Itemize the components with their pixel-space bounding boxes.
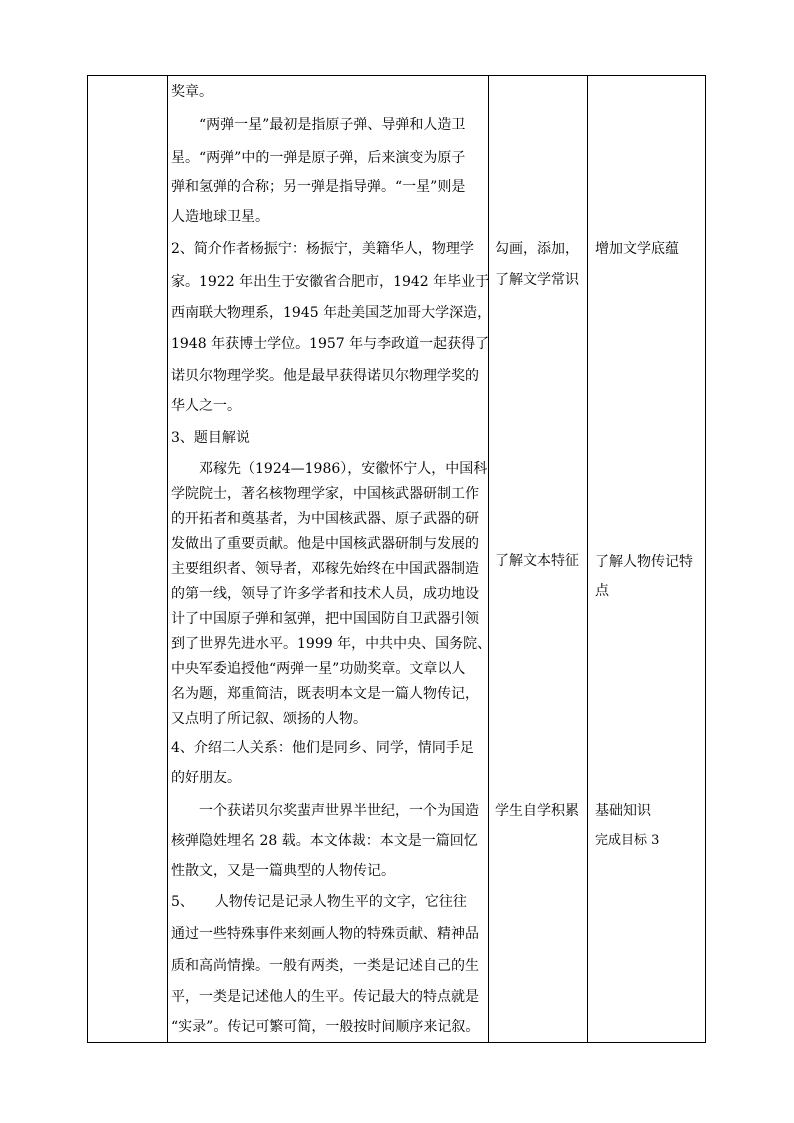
content-line: 计了中国原子弹和氢弹，把中国国防自卫武器引领 — [171, 611, 479, 627]
content-line: 发做出了重要贡献。他是中国核武器研制与发展的 — [171, 536, 479, 552]
content-line: 邓稼先（1924—1986），安徽怀宁人，中国科 — [171, 461, 488, 477]
content-line: 1948 年获博士学位。1957 年与李政道一起获得了 — [171, 336, 490, 352]
activity-note: 勾画，添加， — [495, 241, 579, 257]
content-line: 一个获诺贝尔奖蜚声世界半世纪，一个为国造 — [171, 803, 479, 819]
column-divider — [587, 76, 588, 1042]
column-divider — [167, 76, 168, 1042]
content-line: 性散文，又是一篇典型的人物传记。 — [171, 863, 395, 879]
content-line: 诺贝尔物理学奖。他是最早获得诺贝尔物理学奖的 — [171, 368, 479, 384]
content-line: 5、 人物传记是记录人物生平的文字，它往往 — [171, 894, 467, 910]
content-line: 3、题目解说 — [171, 430, 250, 446]
content-line: 名为题，郑重简洁，既表明本文是一篇人物传记， — [171, 686, 479, 702]
content-line: 西南联大物理系，1945 年赴美国芝加哥大学深造， — [171, 305, 492, 321]
content-line: 人造地球卫星。 — [171, 209, 269, 225]
content-line: 学院院士，著名核物理学家，中国核武器研制工作 — [171, 486, 479, 502]
content-line: 华人之一。 — [171, 398, 241, 414]
column-divider — [488, 76, 489, 1042]
content-line: 奖章。 — [171, 84, 213, 100]
content-line: 星。“两弹”中的一弹是原子弹，后来演变为原子 — [171, 150, 466, 166]
intent-note: 点 — [595, 583, 609, 599]
content-line: 平，一类是记述他人的生平。传记最大的特点就是 — [171, 989, 479, 1005]
content-line: 到了世界先进水平。1999 年，中共中央、国务院、 — [171, 636, 492, 652]
content-line: 主要组织者、领导者，邓稼先始终在中国武器制造 — [171, 561, 479, 577]
content-line: 通过一些特殊事件来刻画人物的特殊贡献、精神品 — [171, 926, 479, 942]
content-line: 的第一线，领导了许多学者和技术人员，成功地设 — [171, 586, 479, 602]
content-line: 的开拓者和奠基者，为中国核武器、原子武器的研 — [171, 511, 479, 527]
content-line: 中央军委追授他“两弹一星”功勋奖章。文章以人 — [171, 661, 466, 677]
content-line: 又点明了所记叙、颂扬的人物。 — [171, 711, 367, 727]
content-line: 4、介绍二人关系：他们是同乡、同学，情同手足 — [171, 740, 474, 756]
activity-note: 了解文学常识 — [495, 272, 579, 288]
activity-note: 学生自学积累 — [495, 803, 579, 819]
intent-note: 增加文学底蕴 — [595, 241, 679, 257]
content-line: 2、简介作者杨振宁：杨振宁，美籍华人，物理学 — [171, 241, 474, 257]
content-line: 弹和氢弹的合称；另一弹是指导弹。“一星”则是 — [171, 179, 466, 195]
intent-note: 了解人物传记特 — [595, 554, 693, 570]
content-line: “两弹一星”最初是指原子弹、导弹和人造卫 — [171, 117, 466, 133]
content-line: 的好朋友。 — [171, 770, 241, 786]
lesson-table — [87, 75, 706, 1043]
content-line: 质和高尚情操。一般有两类，一类是记述自己的生 — [171, 958, 479, 974]
intent-note: 基础知识 — [595, 803, 651, 819]
activity-note: 了解文本特征 — [495, 553, 579, 569]
intent-note: 完成目标 3 — [595, 833, 660, 848]
content-line: 核弹隐姓埋名 28 载。本文体裁：本文是一篇回忆 — [171, 833, 478, 849]
content-line: “实录”。传记可繁可简，一般按时间顺序来记叙。 — [171, 1019, 480, 1035]
content-line: 家。1922 年出生于安徽省合肥市，1942 年毕业于 — [171, 274, 490, 290]
